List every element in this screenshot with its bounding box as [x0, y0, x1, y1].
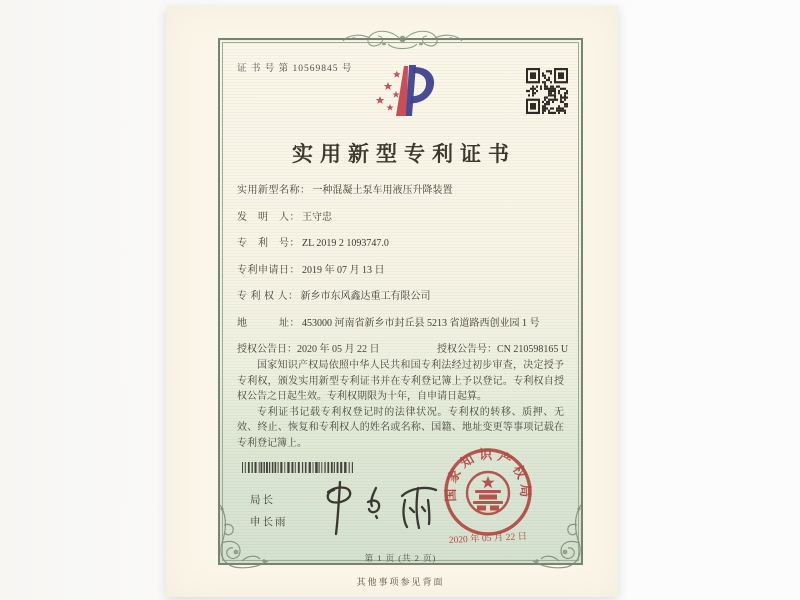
svg-text:国家知识产权局 — [443, 447, 533, 502]
field-row — [237, 287, 566, 314]
field-value: 一种混凝土泵车用液压升降装置 — [312, 185, 453, 196]
field-value: 新乡市东风鑫达重工有限公司 — [300, 291, 431, 302]
field-label: 实用新型名称： — [237, 185, 311, 196]
field-label: 专 利 号： — [237, 238, 300, 249]
director-signature — [306, 474, 446, 540]
certificate-number: 证 书 号 第 10569845 号 — [237, 64, 353, 74]
field-value: 王守忠 — [302, 211, 332, 223]
field-label: 专 利 权 人： — [237, 291, 299, 302]
field-label: 专利申请日： — [237, 264, 300, 276]
grant-date: 授权公告日：2020 年 05 月 22 日 — [237, 344, 380, 355]
seal-date: 2020 年 05 月 22 日 — [448, 531, 528, 547]
grant-number: 授权公告号：CN 210598165 U — [437, 344, 569, 355]
qr-code — [526, 68, 568, 114]
top-garland-ornament — [340, 25, 465, 55]
field-label: 发 明 人： — [237, 211, 300, 223]
field-label: 地 址： — [237, 317, 300, 329]
director-title: 局长 — [250, 495, 275, 506]
field-value: ZL 2019 2 1093747.0 — [302, 238, 389, 249]
certificate-border-frame — [218, 38, 583, 565]
legal-paragraph: 国家知识产权局依照中华人民共和国专利法经过初步审查，决定授予专利权，颁发实用新型专利证书并在专利登记簿上予以登记。专利权自授权公告之日起生效。专利权期限为十年，自申请日起算。 — [237, 360, 564, 402]
page-number: 第 1 页 (共 2 页) — [364, 553, 437, 563]
barcode — [242, 462, 355, 473]
field-row — [237, 181, 566, 208]
field-row — [237, 234, 566, 261]
field-value: 2019 年 07 月 13 日 — [302, 264, 385, 276]
cnipa-patent-logo-icon — [368, 58, 438, 124]
back-side-note: 其他事项参见背面 — [356, 577, 445, 587]
official-seal — [428, 436, 548, 556]
national-emblem-icon — [467, 472, 509, 514]
certificate-title: 实用新型专利证书 — [292, 142, 516, 166]
field-list — [237, 181, 569, 366]
seal-org-text: 国家知识产权局 — [442, 446, 534, 502]
field-row — [237, 314, 566, 341]
certificate-paper — [166, 6, 618, 597]
director-name: 申长雨 — [250, 517, 288, 528]
field-row — [237, 261, 566, 288]
field-row — [237, 208, 566, 235]
field-value: 453000 河南省新乡市封丘县 5213 省道路西创业园 1 号 — [302, 317, 540, 329]
director-block — [250, 492, 288, 529]
legal-paragraph: 专利证书记载专利权登记时的法律状况。专利权的转移、质押、无效、终止、恢复和专利权人的姓名或名称、国籍、地址变更等事项记载在专利登记簿上。 — [237, 406, 564, 449]
